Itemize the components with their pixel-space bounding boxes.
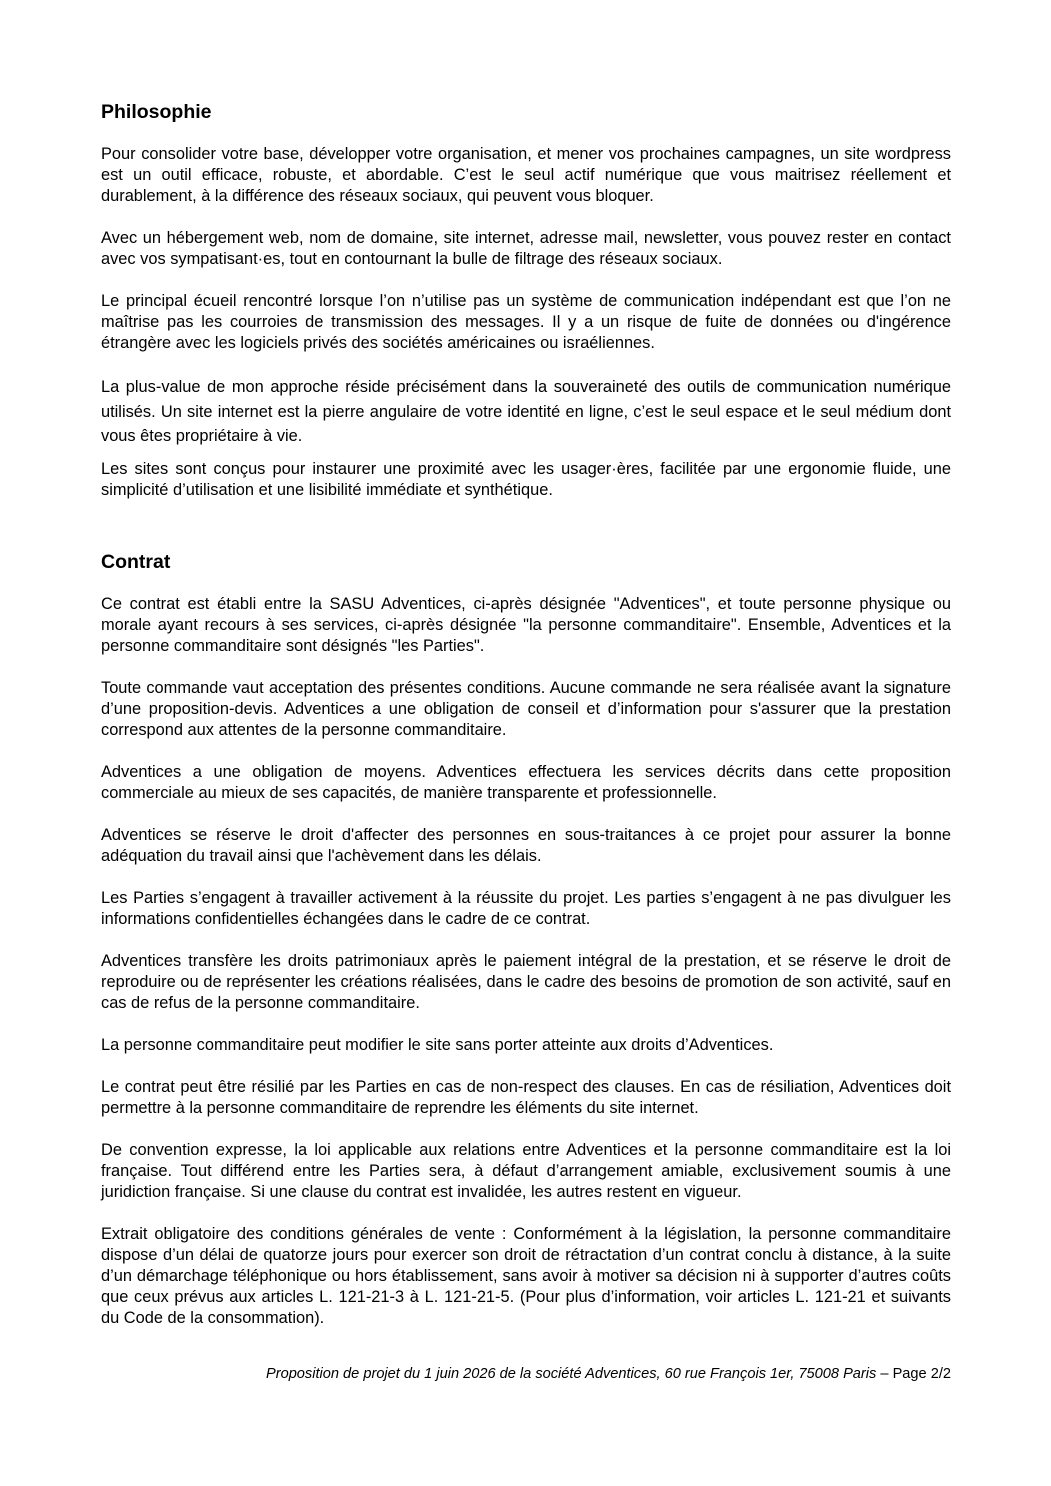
paragraph: La personne commanditaire peut modifier le site sans porter atteinte aux droits d’Adventices. (101, 1035, 774, 1054)
footer-text: Proposition de projet du 1 juin 2026 de la société Adventices, 60 rue François 1er, 75008 Paris (265, 1366, 877, 1382)
section-contrat (101, 548, 951, 1329)
heading-contrat: Contrat (101, 550, 171, 573)
document-page (101, 98, 951, 1350)
paragraph: Le principal écueil rencontré lorsque l’on n’utilise pas un système de communication indépendant est que l’on ne maîtrise pas les courroies de transmission des messages. Il y a un risque de fuite de données ou d'ingérence étrangère avec les logiciels privés des sociétés américaines ou israéliennes. (101, 292, 951, 352)
paragraph: Pour consolider votre base, développer votre organisation, et mener vos prochaines campagnes, un site wordpress est un outil efficace, robuste, et abordable. C’est le seul actif numérique que vous maitrisez réellement et durablement, à la différence des réseaux sociaux, qui peuvent vous bloquer. (101, 145, 951, 205)
paragraph: Adventices a une obligation de moyens. Adventices effectuera les services décrits dans cette proposition commerciale au mieux de ses capacités, de manière transparente et professionnelle. (101, 762, 951, 802)
paragraph: Les sites sont conçus pour instaurer une proximité avec les usager·ères, facilitée par une ergonomie fluide, une simplicité d’utilisation et une lisibilité immédiate et synthétique. (101, 459, 951, 499)
page-footer (266, 1364, 951, 1384)
page-number: Page 2/2 (892, 1366, 951, 1382)
paragraph: La plus-value de mon approche réside précisément dans la souveraineté des outils de communication numérique utilisés. Un site internet est la pierre angulaire de votre identité en ligne, c’est le seul espace et le seul médium dont vous êtes propriétaire à vie. (101, 378, 951, 445)
paragraph: Ce contrat est établi entre la SASU Adventices, ci-après désignée "Adventices", et toute personne physique ou morale ayant recours à ses services, ci-après désignée "la personne commanditaire". Ensemble, Adventices et la personne commanditaire sont désignés "les Parties". (101, 594, 951, 655)
footer-separator: – (876, 1366, 893, 1382)
paragraph: De convention expresse, la loi applicable aux relations entre Adventices et la personne commanditaire est la loi française. Tout différend entre les Parties sera, à défaut d’arrangement amiable, exclusivement soumis à une juridiction française. Si une clause du contrat est invalidée, les autres restent en vigueur. (101, 1140, 951, 1201)
paragraph: Avec un hébergement web, nom de domaine, site internet, adresse mail, newsletter, vous pouvez rester en contact avec vos sympatisant·es, tout en contournant la bulle de filtrage des réseaux sociaux. (101, 229, 951, 268)
paragraph: Le contrat peut être résilié par les Parties en cas de non-respect des clauses. En cas de résiliation, Adventices doit permettre à la personne commanditaire de reprendre les éléments du site internet. (101, 1077, 951, 1117)
section-spacer (101, 522, 951, 548)
paragraph: Toute commande vaut acceptation des présentes conditions. Aucune commande ne sera réalisée avant la signature d’une proposition-devis. Adventices a une obligation de conseil et d’information pour s'assurer que la prestation correspond aux attentes de la personne commanditaire. (101, 678, 951, 739)
paragraph: Extrait obligatoire des conditions générales de vente : Conformément à la législation, la personne commanditaire dispose d’un délai de quatorze jours pour exercer son droit de rétractation d’un contrat conclu à distance, à la suite d’un démarchage téléphonique ou hors établissement, sans avoir à motiver sa décision ni à supporter d’autres coûts que ceux prévus aux articles L. 121-21-3 à L. 121-21-5. (Pour plus d’information, voir articles L. 121-21 et suivants du Code de la consommation). (101, 1224, 951, 1327)
paragraph: Adventices transfère les droits patrimoniaux après le paiement intégral de la prestation, et se réserve le droit de reproduire ou de représenter les créations réalisées, dans le cadre des besoins de promotion de son activité, sauf en cas de refus de la personne commanditaire. (101, 951, 951, 1012)
paragraph: Les Parties s’engagent à travailler activement à la réussite du projet. Les parties s’engagent à ne pas divulguer les informations confidentielles échangées dans le cadre de ce contrat. (101, 888, 951, 928)
paragraph: Adventices se réserve le droit d'affecter des personnes en sous-traitances à ce projet pour assurer la bonne adéquation du travail ainsi que l'achèvement dans les délais. (101, 825, 951, 865)
heading-philosophie: Philosophie (101, 101, 212, 123)
section-philosophie (101, 98, 951, 501)
